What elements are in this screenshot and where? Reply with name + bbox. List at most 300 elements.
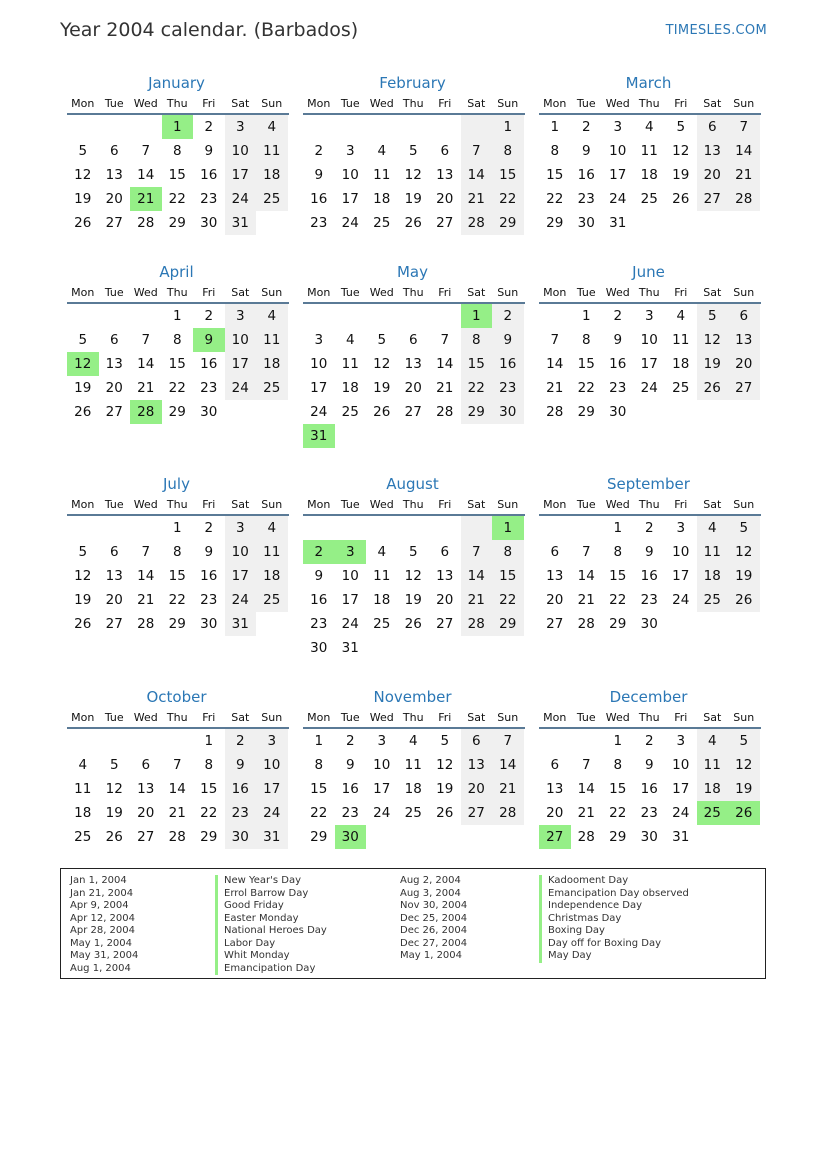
day-cell[interactable]: 12: [672, 143, 690, 159]
day-cell[interactable]: 18: [404, 781, 422, 797]
day-cell[interactable]: 30: [492, 400, 524, 424]
day-cell[interactable]: 2: [204, 308, 214, 324]
day-cell[interactable]: 15: [461, 352, 493, 376]
day-cell[interactable]: 13: [137, 781, 155, 797]
day-cell[interactable]: 5: [408, 544, 418, 560]
day-cell[interactable]: 26: [697, 376, 729, 400]
day-cell[interactable]: 6: [109, 332, 119, 348]
day-cell[interactable]: 24: [256, 801, 288, 825]
day-cell[interactable]: 25: [256, 376, 288, 400]
day-cell[interactable]: 1: [172, 520, 182, 536]
day-cell[interactable]: 27: [137, 829, 155, 845]
day-cell[interactable]: 28: [577, 616, 595, 632]
day-cell[interactable]: 11: [373, 167, 391, 183]
day-cell[interactable]: 8: [492, 139, 524, 163]
day-cell[interactable]: 23: [577, 191, 595, 207]
day-cell[interactable]: 16: [609, 356, 627, 372]
day-cell[interactable]: 28: [436, 404, 454, 420]
day-cell[interactable]: 4: [697, 516, 729, 540]
day-cell[interactable]: 26: [74, 215, 92, 231]
day-cell[interactable]: 29: [310, 829, 328, 845]
day-cell[interactable]: 27: [697, 187, 729, 211]
day-cell[interactable]: 26: [436, 805, 454, 821]
day-cell[interactable]: 17: [310, 380, 328, 396]
day-cell[interactable]: 24: [225, 588, 257, 612]
day-cell[interactable]: 13: [546, 781, 564, 797]
day-cell[interactable]: 2: [314, 143, 324, 159]
day-cell[interactable]: 11: [697, 540, 729, 564]
day-cell[interactable]: 6: [697, 115, 729, 139]
day-cell[interactable]: 17: [672, 781, 690, 797]
day-cell[interactable]: 20: [546, 592, 564, 608]
day-cell[interactable]: 23: [200, 191, 218, 207]
day-cell[interactable]: 31: [225, 612, 257, 636]
day-cell[interactable]: 19: [404, 191, 422, 207]
day-cell[interactable]: 7: [492, 729, 524, 753]
day-cell[interactable]: 14: [461, 564, 493, 588]
day-cell[interactable]: 5: [728, 729, 760, 753]
day-cell[interactable]: 27: [461, 801, 493, 825]
day-cell[interactable]: 29: [577, 404, 595, 420]
day-cell[interactable]: 2: [345, 733, 355, 749]
day-cell[interactable]: 22: [577, 380, 595, 396]
day-cell[interactable]: 27: [105, 616, 123, 632]
day-cell[interactable]: 1: [613, 520, 623, 536]
day-cell[interactable]: 12: [697, 328, 729, 352]
day-cell[interactable]: 18: [256, 163, 288, 187]
day-cell[interactable]: 22: [546, 191, 564, 207]
day-cell[interactable]: 28: [728, 187, 760, 211]
day-cell[interactable]: 8: [492, 540, 524, 564]
day-cell[interactable]: 19: [728, 564, 760, 588]
day-cell[interactable]: 13: [728, 328, 760, 352]
day-cell[interactable]: 3: [676, 520, 686, 536]
day-cell[interactable]: 14: [577, 781, 595, 797]
day-cell[interactable]: 4: [408, 733, 418, 749]
day-cell[interactable]: 4: [345, 332, 355, 348]
day-cell[interactable]: 18: [697, 777, 729, 801]
day-cell[interactable]: 25: [640, 191, 658, 207]
day-cell[interactable]: 6: [109, 544, 119, 560]
day-cell[interactable]: 13: [436, 568, 454, 584]
day-cell[interactable]: 30: [335, 825, 367, 849]
day-cell[interactable]: 7: [461, 540, 493, 564]
day-cell[interactable]: 23: [200, 380, 218, 396]
day-cell[interactable]: 25: [256, 588, 288, 612]
day-cell[interactable]: 23: [492, 376, 524, 400]
day-cell[interactable]: 30: [609, 404, 627, 420]
day-cell[interactable]: 21: [546, 380, 564, 396]
day-cell[interactable]: 20: [546, 805, 564, 821]
day-cell[interactable]: 20: [436, 592, 454, 608]
day-cell[interactable]: 27: [539, 825, 571, 849]
day-cell[interactable]: 1: [550, 119, 560, 135]
day-cell[interactable]: 19: [728, 777, 760, 801]
day-cell[interactable]: 4: [377, 143, 387, 159]
day-cell[interactable]: 21: [130, 187, 162, 211]
day-cell[interactable]: 9: [225, 753, 257, 777]
day-cell[interactable]: 3: [225, 304, 257, 328]
day-cell[interactable]: 7: [440, 332, 450, 348]
day-cell[interactable]: 5: [728, 516, 760, 540]
day-cell[interactable]: 18: [373, 592, 391, 608]
day-cell[interactable]: 23: [200, 592, 218, 608]
day-cell[interactable]: 19: [404, 592, 422, 608]
day-cell[interactable]: 5: [78, 544, 88, 560]
day-cell[interactable]: 8: [172, 143, 182, 159]
day-cell[interactable]: 30: [640, 829, 658, 845]
day-cell[interactable]: 27: [728, 376, 760, 400]
day-cell[interactable]: 19: [373, 380, 391, 396]
day-cell[interactable]: 12: [74, 568, 92, 584]
day-cell[interactable]: 28: [461, 211, 493, 235]
day-cell[interactable]: 23: [341, 805, 359, 821]
day-cell[interactable]: 28: [130, 400, 162, 424]
day-cell[interactable]: 4: [377, 544, 387, 560]
day-cell[interactable]: 16: [341, 781, 359, 797]
day-cell[interactable]: 16: [200, 568, 218, 584]
day-cell[interactable]: 20: [105, 191, 123, 207]
day-cell[interactable]: 26: [728, 588, 760, 612]
day-cell[interactable]: 10: [640, 332, 658, 348]
day-cell[interactable]: 3: [644, 308, 654, 324]
day-cell[interactable]: 11: [697, 753, 729, 777]
day-cell[interactable]: 16: [310, 592, 328, 608]
day-cell[interactable]: 18: [672, 356, 690, 372]
day-cell[interactable]: 6: [109, 143, 119, 159]
day-cell[interactable]: 20: [697, 163, 729, 187]
day-cell[interactable]: 5: [78, 143, 88, 159]
day-cell[interactable]: 3: [225, 516, 257, 540]
day-cell[interactable]: 23: [609, 380, 627, 396]
day-cell[interactable]: 4: [644, 119, 654, 135]
day-cell[interactable]: 18: [373, 191, 391, 207]
day-cell[interactable]: 2: [613, 308, 623, 324]
day-cell[interactable]: 28: [461, 612, 493, 636]
day-cell[interactable]: 22: [200, 805, 218, 821]
day-cell[interactable]: 4: [697, 729, 729, 753]
day-cell[interactable]: 7: [550, 332, 560, 348]
day-cell[interactable]: 15: [546, 167, 564, 183]
day-cell[interactable]: 10: [225, 540, 257, 564]
day-cell[interactable]: 31: [609, 215, 627, 231]
day-cell[interactable]: 9: [204, 544, 214, 560]
day-cell[interactable]: 30: [640, 616, 658, 632]
day-cell[interactable]: 23: [225, 801, 257, 825]
day-cell[interactable]: 11: [640, 143, 658, 159]
day-cell[interactable]: 1: [162, 115, 194, 139]
day-cell[interactable]: 23: [640, 805, 658, 821]
day-cell[interactable]: 24: [640, 380, 658, 396]
day-cell[interactable]: 7: [172, 757, 182, 773]
day-cell[interactable]: 6: [550, 757, 560, 773]
day-cell[interactable]: 15: [168, 167, 186, 183]
day-cell[interactable]: 17: [225, 163, 257, 187]
day-cell[interactable]: 17: [373, 781, 391, 797]
day-cell[interactable]: 20: [728, 352, 760, 376]
day-cell[interactable]: 24: [341, 616, 359, 632]
day-cell[interactable]: 28: [577, 829, 595, 845]
day-cell[interactable]: 4: [256, 304, 288, 328]
day-cell[interactable]: 11: [256, 328, 288, 352]
day-cell[interactable]: 21: [137, 592, 155, 608]
day-cell[interactable]: 22: [168, 380, 186, 396]
day-cell[interactable]: 9: [314, 568, 324, 584]
day-cell[interactable]: 29: [609, 616, 627, 632]
day-cell[interactable]: 10: [341, 167, 359, 183]
day-cell[interactable]: 15: [492, 163, 524, 187]
day-cell[interactable]: 27: [404, 404, 422, 420]
day-cell[interactable]: 8: [204, 757, 214, 773]
day-cell[interactable]: 12: [436, 757, 454, 773]
day-cell[interactable]: 7: [461, 139, 493, 163]
day-cell[interactable]: 6: [408, 332, 418, 348]
day-cell[interactable]: 26: [728, 801, 760, 825]
day-cell[interactable]: 12: [105, 781, 123, 797]
day-cell[interactable]: 31: [225, 211, 257, 235]
day-cell[interactable]: 13: [105, 167, 123, 183]
day-cell[interactable]: 20: [105, 592, 123, 608]
day-cell[interactable]: 20: [137, 805, 155, 821]
day-cell[interactable]: 1: [492, 516, 524, 540]
day-cell[interactable]: 17: [609, 167, 627, 183]
day-cell[interactable]: 1: [172, 308, 182, 324]
day-cell[interactable]: 13: [404, 356, 422, 372]
day-cell[interactable]: 9: [314, 167, 324, 183]
day-cell[interactable]: 11: [373, 568, 391, 584]
day-cell[interactable]: 12: [67, 352, 99, 376]
day-cell[interactable]: 7: [141, 544, 151, 560]
day-cell[interactable]: 8: [461, 328, 493, 352]
day-cell[interactable]: 4: [256, 516, 288, 540]
day-cell[interactable]: 12: [404, 167, 422, 183]
day-cell[interactable]: 22: [609, 592, 627, 608]
day-cell[interactable]: 25: [672, 380, 690, 396]
day-cell[interactable]: 25: [697, 588, 729, 612]
day-cell[interactable]: 19: [74, 191, 92, 207]
day-cell[interactable]: 25: [697, 801, 729, 825]
day-cell[interactable]: 29: [461, 400, 493, 424]
day-cell[interactable]: 21: [137, 380, 155, 396]
day-cell[interactable]: 6: [550, 544, 560, 560]
day-cell[interactable]: 16: [310, 191, 328, 207]
day-cell[interactable]: 1: [492, 115, 524, 139]
day-cell[interactable]: 1: [204, 733, 214, 749]
day-cell[interactable]: 5: [676, 119, 686, 135]
day-cell[interactable]: 3: [613, 119, 623, 135]
day-cell[interactable]: 15: [200, 781, 218, 797]
day-cell[interactable]: 15: [609, 568, 627, 584]
day-cell[interactable]: 30: [310, 640, 328, 656]
day-cell[interactable]: 3: [256, 729, 288, 753]
day-cell[interactable]: 5: [440, 733, 450, 749]
day-cell[interactable]: 23: [310, 215, 328, 231]
day-cell[interactable]: 5: [78, 332, 88, 348]
day-cell[interactable]: 20: [461, 777, 493, 801]
day-cell[interactable]: 18: [697, 564, 729, 588]
day-cell[interactable]: 17: [225, 564, 257, 588]
day-cell[interactable]: 31: [303, 424, 335, 448]
day-cell[interactable]: 18: [74, 805, 92, 821]
day-cell[interactable]: 13: [461, 753, 493, 777]
day-cell[interactable]: 6: [440, 544, 450, 560]
day-cell[interactable]: 4: [78, 757, 88, 773]
day-cell[interactable]: 24: [341, 215, 359, 231]
day-cell[interactable]: 22: [609, 805, 627, 821]
day-cell[interactable]: 14: [137, 568, 155, 584]
day-cell[interactable]: 25: [74, 829, 92, 845]
day-cell[interactable]: 27: [546, 616, 564, 632]
day-cell[interactable]: 31: [256, 825, 288, 849]
day-cell[interactable]: 17: [341, 592, 359, 608]
day-cell[interactable]: 15: [577, 356, 595, 372]
day-cell[interactable]: 14: [168, 781, 186, 797]
day-cell[interactable]: 21: [577, 805, 595, 821]
day-cell[interactable]: 25: [256, 187, 288, 211]
day-cell[interactable]: 19: [697, 352, 729, 376]
day-cell[interactable]: 29: [168, 616, 186, 632]
day-cell[interactable]: 21: [461, 588, 493, 612]
day-cell[interactable]: 11: [672, 332, 690, 348]
day-cell[interactable]: 22: [461, 376, 493, 400]
day-cell[interactable]: 26: [404, 616, 422, 632]
day-cell[interactable]: 1: [613, 733, 623, 749]
day-cell[interactable]: 25: [341, 404, 359, 420]
day-cell[interactable]: 22: [310, 805, 328, 821]
day-cell[interactable]: 29: [168, 215, 186, 231]
day-cell[interactable]: 14: [492, 753, 524, 777]
day-cell[interactable]: 16: [200, 167, 218, 183]
day-cell[interactable]: 11: [341, 356, 359, 372]
day-cell[interactable]: 14: [461, 163, 493, 187]
day-cell[interactable]: 25: [373, 215, 391, 231]
day-cell[interactable]: 17: [341, 191, 359, 207]
day-cell[interactable]: 28: [137, 215, 155, 231]
day-cell[interactable]: 10: [672, 544, 690, 560]
day-cell[interactable]: 21: [728, 163, 760, 187]
day-cell[interactable]: 29: [546, 215, 564, 231]
day-cell[interactable]: 12: [728, 753, 760, 777]
day-cell[interactable]: 21: [461, 187, 493, 211]
day-cell[interactable]: 28: [168, 829, 186, 845]
day-cell[interactable]: 4: [676, 308, 686, 324]
day-cell[interactable]: 2: [204, 119, 214, 135]
day-cell[interactable]: 8: [581, 332, 591, 348]
day-cell[interactable]: 7: [141, 332, 151, 348]
day-cell[interactable]: 5: [109, 757, 119, 773]
day-cell[interactable]: 11: [256, 540, 288, 564]
day-cell[interactable]: 9: [581, 143, 591, 159]
day-cell[interactable]: 14: [546, 356, 564, 372]
day-cell[interactable]: 4: [256, 115, 288, 139]
day-cell[interactable]: 12: [373, 356, 391, 372]
day-cell[interactable]: 16: [640, 568, 658, 584]
day-cell[interactable]: 11: [256, 139, 288, 163]
day-cell[interactable]: 24: [225, 187, 257, 211]
day-cell[interactable]: 7: [141, 143, 151, 159]
day-cell[interactable]: 24: [373, 805, 391, 821]
day-cell[interactable]: 9: [492, 328, 524, 352]
day-cell[interactable]: 2: [204, 520, 214, 536]
day-cell[interactable]: 7: [728, 115, 760, 139]
day-cell[interactable]: 8: [613, 757, 623, 773]
day-cell[interactable]: 2: [225, 729, 257, 753]
day-cell[interactable]: 9: [644, 757, 654, 773]
day-cell[interactable]: 10: [225, 328, 257, 352]
day-cell[interactable]: 14: [728, 139, 760, 163]
day-cell[interactable]: 14: [137, 167, 155, 183]
day-cell[interactable]: 20: [404, 380, 422, 396]
day-cell[interactable]: 18: [256, 352, 288, 376]
day-cell[interactable]: 29: [168, 404, 186, 420]
day-cell[interactable]: 13: [697, 139, 729, 163]
day-cell[interactable]: 26: [74, 404, 92, 420]
day-cell[interactable]: 15: [168, 356, 186, 372]
day-cell[interactable]: 15: [168, 568, 186, 584]
day-cell[interactable]: 8: [314, 757, 324, 773]
day-cell[interactable]: 5: [697, 304, 729, 328]
day-cell[interactable]: 24: [609, 191, 627, 207]
day-cell[interactable]: 22: [492, 187, 524, 211]
day-cell[interactable]: 26: [74, 616, 92, 632]
day-cell[interactable]: 24: [672, 805, 690, 821]
day-cell[interactable]: 25: [373, 616, 391, 632]
day-cell[interactable]: 9: [193, 328, 225, 352]
day-cell[interactable]: 19: [672, 167, 690, 183]
day-cell[interactable]: 29: [492, 612, 524, 636]
day-cell[interactable]: 3: [377, 733, 387, 749]
day-cell[interactable]: 30: [577, 215, 595, 231]
day-cell[interactable]: 22: [492, 588, 524, 612]
day-cell[interactable]: 10: [341, 568, 359, 584]
day-cell[interactable]: 30: [200, 215, 218, 231]
day-cell[interactable]: 3: [335, 540, 367, 564]
day-cell[interactable]: 21: [436, 380, 454, 396]
day-cell[interactable]: 17: [256, 777, 288, 801]
day-cell[interactable]: 12: [404, 568, 422, 584]
day-cell[interactable]: 10: [672, 757, 690, 773]
day-cell[interactable]: 30: [200, 404, 218, 420]
day-cell[interactable]: 26: [404, 215, 422, 231]
day-cell[interactable]: 18: [341, 380, 359, 396]
day-cell[interactable]: 9: [644, 544, 654, 560]
day-cell[interactable]: 28: [137, 616, 155, 632]
day-cell[interactable]: 21: [492, 777, 524, 801]
day-cell[interactable]: 20: [436, 191, 454, 207]
day-cell[interactable]: 28: [492, 801, 524, 825]
day-cell[interactable]: 2: [581, 119, 591, 135]
day-cell[interactable]: 6: [440, 143, 450, 159]
day-cell[interactable]: 25: [404, 805, 422, 821]
day-cell[interactable]: 30: [225, 825, 257, 849]
day-cell[interactable]: 14: [436, 356, 454, 372]
day-cell[interactable]: 27: [436, 616, 454, 632]
day-cell[interactable]: 6: [141, 757, 151, 773]
day-cell[interactable]: 8: [172, 544, 182, 560]
day-cell[interactable]: 6: [461, 729, 493, 753]
day-cell[interactable]: 14: [577, 568, 595, 584]
day-cell[interactable]: 18: [640, 167, 658, 183]
day-cell[interactable]: 1: [461, 304, 493, 328]
day-cell[interactable]: 1: [581, 308, 591, 324]
day-cell[interactable]: 29: [492, 211, 524, 235]
site-link[interactable]: TIMESLES.COM: [665, 23, 767, 38]
day-cell[interactable]: 9: [204, 143, 214, 159]
day-cell[interactable]: 16: [640, 781, 658, 797]
day-cell[interactable]: 9: [345, 757, 355, 773]
day-cell[interactable]: 3: [345, 143, 355, 159]
day-cell[interactable]: 3: [225, 115, 257, 139]
